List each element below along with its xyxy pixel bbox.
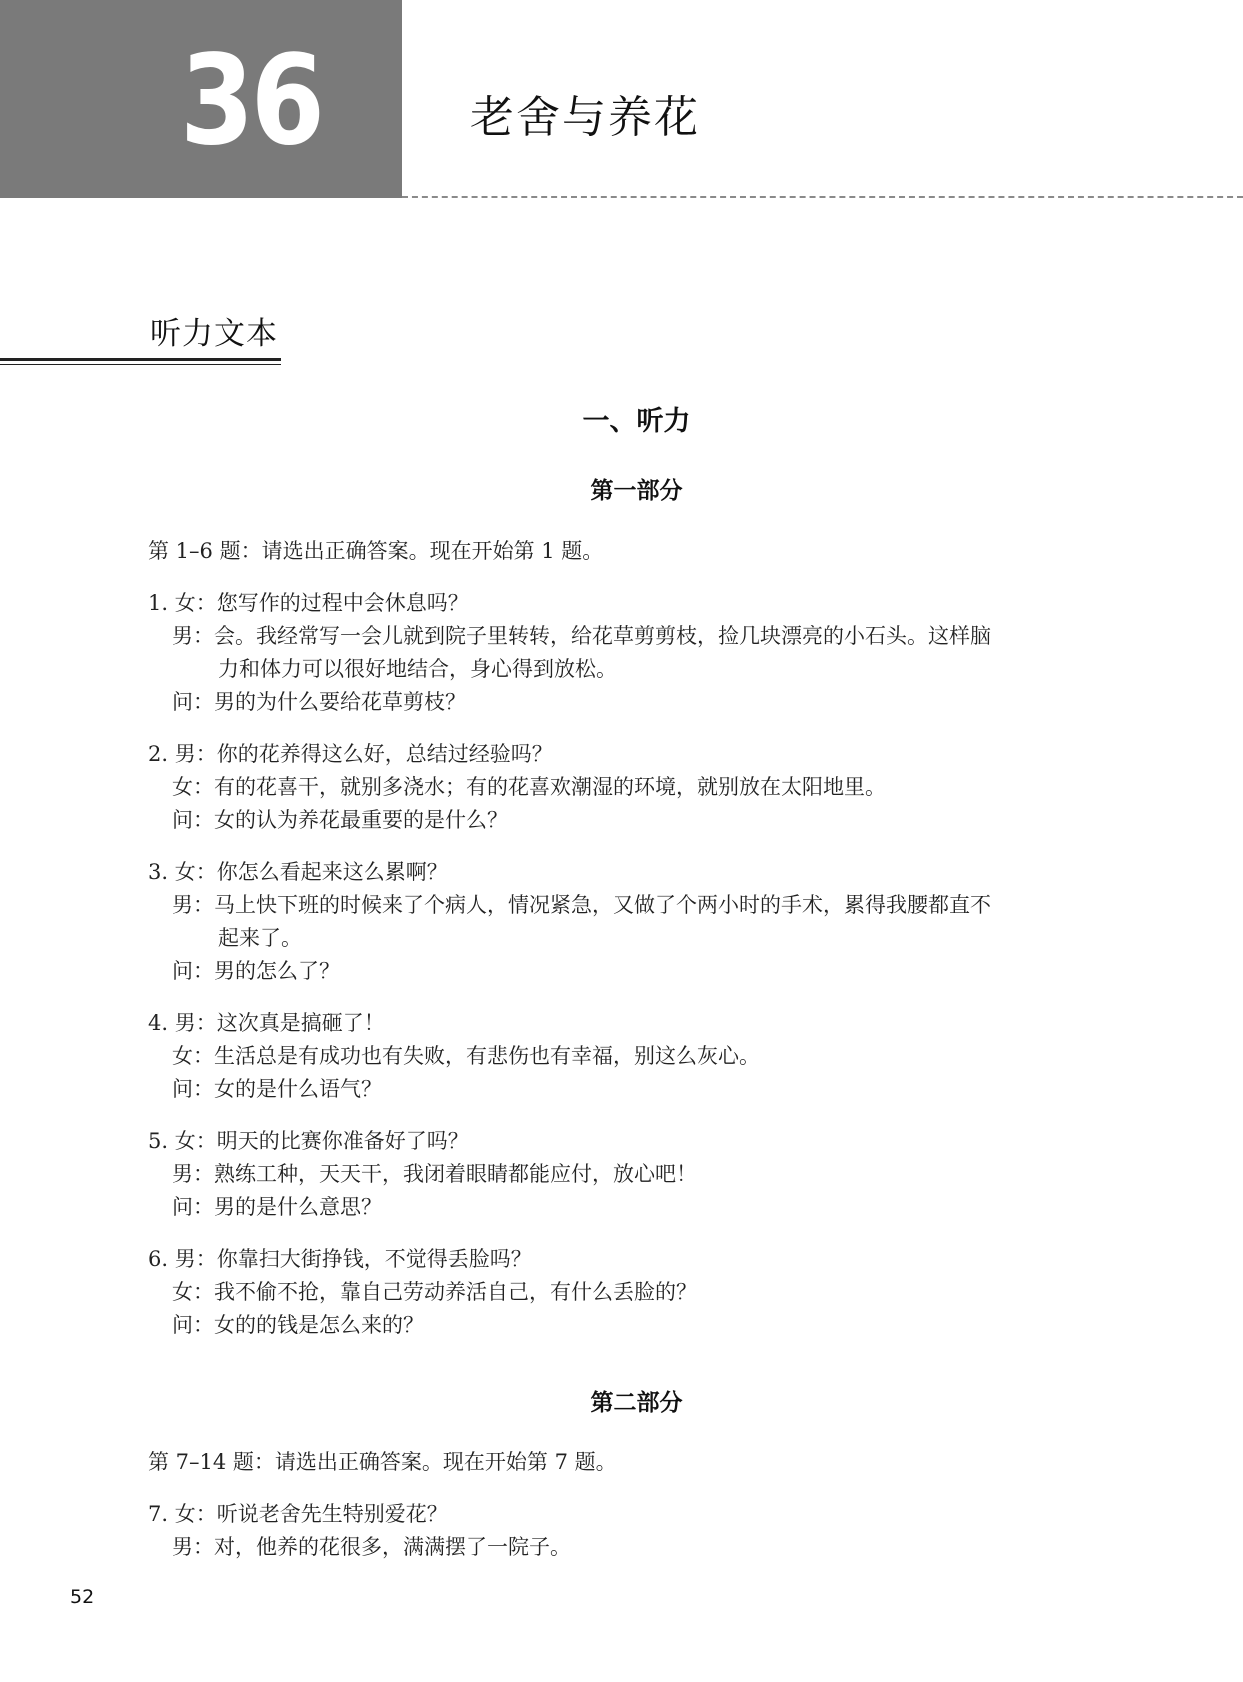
q1-line: 1. 女：您写作的过程中会休息吗？ <box>148 591 469 615</box>
part2-title: 第二部分 <box>590 1389 683 1416</box>
q3-question: 问：男的怎么了？ <box>172 959 340 983</box>
q1-line: 力和体力可以很好地结合，身心得到放松。 <box>218 657 617 681</box>
q6-line: 6. 男：你靠扫大街挣钱，不觉得丢脸吗？ <box>148 1247 532 1271</box>
q4-question: 问：女的是什么语气？ <box>172 1077 382 1101</box>
q6-line: 女：我不偷不抢，靠自己劳动养活自己，有什么丢脸的？ <box>172 1280 697 1304</box>
q4-line: 4. 男：这次真是搞砸了！ <box>148 1011 385 1035</box>
q2-question: 问：女的认为养花最重要的是什么？ <box>172 808 508 832</box>
q7-line: 7. 女：听说老舍先生特别爱花？ <box>148 1502 448 1526</box>
q7-line: 男：对，他养的花很多，满满摆了一院子。 <box>172 1535 571 1559</box>
q1-line: 男：会。我经常写一会儿就到院子里转转，给花草剪剪枝，捡几块漂亮的小石头。这样脑 <box>172 624 991 648</box>
header-dashed-divider <box>402 196 1243 198</box>
chapter-number: 36 <box>180 29 322 173</box>
q2-line: 女：有的花喜干，就别多浇水；有的花喜欢潮湿的环境，就别放在太阳地里。 <box>172 775 886 799</box>
listening-title: 一、听力 <box>582 406 691 437</box>
q5-line: 5. 女：明天的比赛你准备好了吗？ <box>148 1129 469 1153</box>
q3-line: 起来了。 <box>218 926 302 950</box>
q3-line: 男：马上快下班的时候来了个病人，情况紧急，又做了个两小时的手术，累得我腰都直不 <box>172 893 991 917</box>
q1-question: 问：男的为什么要给花草剪枝？ <box>172 690 466 714</box>
chapter-number-block <box>0 0 402 198</box>
q5-question: 问：男的是什么意思？ <box>172 1195 382 1219</box>
part1-instruction: 第 1–6 题：请选出正确答案。现在开始第 1 题。 <box>148 539 604 563</box>
q5-line: 男：熟练工种，天天干，我闭着眼睛都能应付，放心吧！ <box>172 1162 697 1186</box>
section-heading-rule <box>0 358 281 361</box>
section-heading-rule-thin <box>0 364 281 365</box>
part2-instruction: 第 7–14 题：请选出正确答案。现在开始第 7 题。 <box>148 1450 617 1474</box>
part1-title: 第一部分 <box>590 477 683 504</box>
q3-line: 3. 女：你怎么看起来这么累啊？ <box>148 860 448 884</box>
q2-line: 2. 男：你的花养得这么好，总结过经验吗？ <box>148 742 553 766</box>
section-heading: 听力文本 <box>150 316 278 352</box>
page-number: 52 <box>70 1586 95 1608</box>
chapter-title: 老舍与养花 <box>470 92 700 143</box>
q4-line: 女：生活总是有成功也有失败，有悲伤也有幸福，别这么灰心。 <box>172 1044 760 1068</box>
q6-question: 问：女的的钱是怎么来的？ <box>172 1313 424 1337</box>
